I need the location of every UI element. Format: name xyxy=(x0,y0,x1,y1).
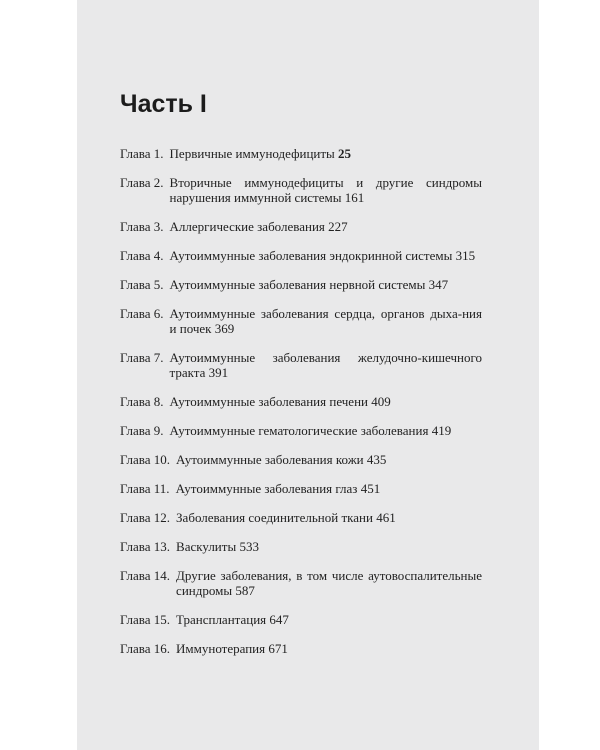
chapter-body xyxy=(170,146,482,161)
toc-entry xyxy=(120,510,482,525)
toc-entry xyxy=(120,539,482,554)
chapter-body xyxy=(170,175,482,205)
chapter-title: Аутоиммунные заболевания кожи xyxy=(176,452,364,467)
chapter-title: Трансплантация xyxy=(176,612,267,627)
chapter-label: Глава 13. xyxy=(120,539,171,554)
chapter-label: Глава 3. xyxy=(120,219,164,234)
chapter-title: Аутоиммунные заболевания нервной системы xyxy=(169,277,426,292)
chapter-body xyxy=(176,510,482,525)
toc-entry xyxy=(120,641,482,656)
chapter-body xyxy=(176,452,482,467)
chapter-body xyxy=(176,568,482,598)
toc-entry xyxy=(120,248,482,263)
chapter-page: 161 xyxy=(344,190,365,205)
chapter-body xyxy=(170,277,482,292)
toc-entry xyxy=(120,481,482,496)
toc-entry xyxy=(120,612,482,627)
toc-entry xyxy=(120,175,482,205)
chapter-body xyxy=(170,350,482,380)
chapter-page: 25 xyxy=(338,146,352,161)
chapter-page: 533 xyxy=(239,539,259,554)
chapter-body xyxy=(176,612,482,627)
chapter-body xyxy=(176,641,482,656)
chapter-page: 647 xyxy=(269,612,289,627)
chapter-title: Заболевания соединительной ткани xyxy=(176,510,373,525)
chapter-title: Аллергические заболевания xyxy=(169,219,325,234)
chapter-title: Аутоиммунные гематологические заболевания xyxy=(169,423,429,438)
chapter-page: 587 xyxy=(235,583,255,598)
toc-entry xyxy=(120,452,482,467)
chapter-title: Иммунотерапия xyxy=(176,641,266,656)
chapter-title: Васкулиты xyxy=(176,539,237,554)
chapter-title: Первичные иммунодефициты xyxy=(169,146,335,161)
chapter-label: Глава 12. xyxy=(120,510,171,525)
chapter-page: 435 xyxy=(366,452,387,467)
chapter-title: Вторичные иммунодефициты и другие синдромы нарушения иммунной системы xyxy=(169,175,482,205)
chapter-title: Аутоиммунные заболевания печени xyxy=(169,394,368,409)
chapter-page: 451 xyxy=(360,481,381,496)
chapter-label: Глава 10. xyxy=(120,452,171,467)
chapter-label: Глава 14. xyxy=(120,568,171,583)
toc-entry xyxy=(120,394,482,409)
part-title: Часть I xyxy=(120,90,207,118)
chapter-label: Глава 6. xyxy=(120,306,164,321)
chapter-label: Глава 8. xyxy=(120,394,164,409)
toc-entry xyxy=(120,350,482,380)
toc-entry xyxy=(120,423,482,438)
chapter-title: Аутоиммунные заболевания желудочно-кишечного тракта xyxy=(169,350,482,380)
toc-entry xyxy=(120,277,482,292)
toc-entry xyxy=(120,568,482,598)
chapter-page: 369 xyxy=(214,321,235,336)
chapter-label: Глава 9. xyxy=(120,423,164,438)
chapter-page: 227 xyxy=(328,219,348,234)
chapter-label: Глава 1. xyxy=(120,146,164,161)
chapter-body xyxy=(176,481,482,496)
chapter-title: Аутоиммунные заболевания глаз xyxy=(175,481,358,496)
chapter-label: Глава 4. xyxy=(120,248,164,263)
chapter-label: Глава 2. xyxy=(120,175,164,190)
chapter-body xyxy=(176,539,482,554)
toc-entry xyxy=(120,306,482,336)
chapter-page: 315 xyxy=(455,248,476,263)
chapter-title: Аутоиммунные заболевания сердца, органов дыха-ния и почек xyxy=(169,306,482,336)
chapter-body xyxy=(170,306,482,336)
toc-entry xyxy=(120,146,482,161)
chapter-page: 409 xyxy=(371,394,391,409)
chapter-page: 461 xyxy=(376,510,396,525)
toc-entry xyxy=(120,219,482,234)
chapter-label: Глава 5. xyxy=(120,277,164,292)
chapter-label: Глава 15. xyxy=(120,612,171,627)
chapter-label: Глава 11. xyxy=(120,481,170,496)
chapter-title: Другие заболевания, в том числе аутовоспалительные синдромы xyxy=(176,568,482,598)
chapter-page: 419 xyxy=(431,423,452,438)
chapter-body xyxy=(170,219,482,234)
chapter-body xyxy=(170,394,482,409)
chapter-body xyxy=(170,423,482,438)
chapter-label: Глава 7. xyxy=(120,350,164,365)
chapter-label: Глава 16. xyxy=(120,641,171,656)
chapter-page: 671 xyxy=(268,641,288,656)
book-page xyxy=(77,0,539,750)
table-of-contents xyxy=(120,146,482,670)
chapter-body xyxy=(170,248,482,263)
chapter-page: 347 xyxy=(428,277,449,292)
chapter-page: 391 xyxy=(208,365,229,380)
chapter-title: Аутоиммунные заболевания эндокринной системы xyxy=(169,248,453,263)
